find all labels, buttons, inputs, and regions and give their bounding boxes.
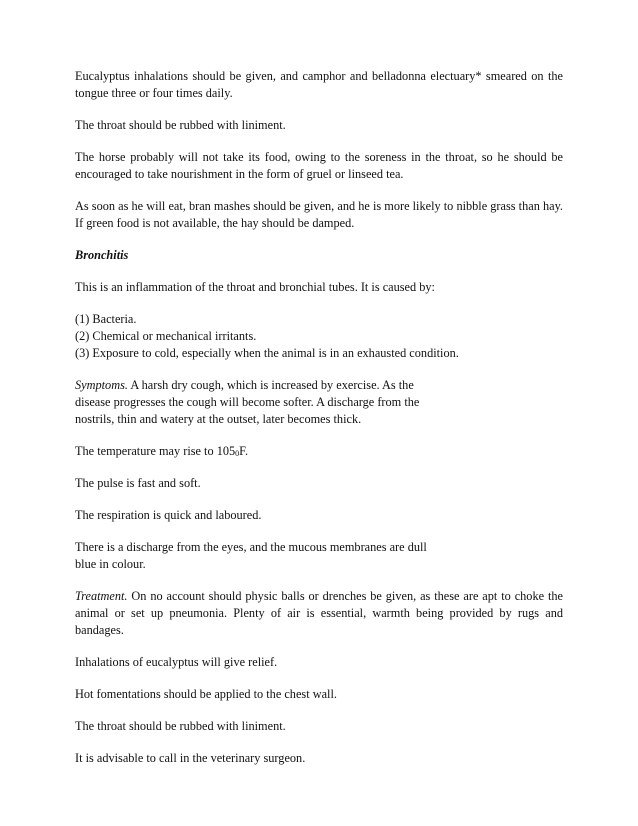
cause-item: (3) Exposure to cold, especially when the animal is in an exhausted condition. bbox=[75, 346, 459, 360]
paragraph-temperature bbox=[75, 443, 563, 460]
paragraph-veterinary: It is advisable to call in the veterinary surgeon. bbox=[75, 751, 306, 765]
paragraph-eucalyptus: Eucalyptus inhalations should be given, and camphor and belladonna electuary* smeared on the tongue three or four times daily. bbox=[75, 69, 563, 100]
paragraph-symptoms bbox=[75, 377, 563, 428]
eyes-line: There is a discharge from the eyes, and the mucous membranes are dull bbox=[75, 540, 427, 554]
paragraph-food: The horse probably will not take its food, owing to the soreness in the throat, so he should be encouraged to take nourishment in the form of gruel or linseed tea. bbox=[75, 150, 563, 181]
paragraph-inhalations: Inhalations of eucalyptus will give relief. bbox=[75, 655, 278, 669]
paragraph-bran-mashes: As soon as he will eat, bran mashes should be given, and he is more likely to nibble grass than hay. If green food is not available, the hay should be damped. bbox=[75, 199, 563, 230]
paragraph-inflammation: This is an inflammation of the throat and bronchial tubes. It is caused by: bbox=[75, 280, 435, 294]
paragraph-liniment: The throat should be rubbed with liniment. bbox=[75, 118, 286, 132]
paragraph-respiration: The respiration is quick and laboured. bbox=[75, 508, 262, 522]
paragraph-eyes bbox=[75, 539, 563, 573]
treatment-text: On no account should physic balls or drenches be given, as these are apt to choke the animal or set up pneumonia. Plenty of air is essential, warmth being provided by rugs and bandages. bbox=[75, 589, 563, 637]
treatment-label: Treatment. bbox=[75, 589, 128, 603]
paragraph-pulse: The pulse is fast and soft. bbox=[75, 476, 201, 490]
temperature-text: The temperature may rise to 105 bbox=[75, 444, 236, 458]
section-heading-bronchitis: Bronchitis bbox=[75, 248, 129, 262]
symptoms-line: disease progresses the cough will become softer. A discharge from the bbox=[75, 395, 420, 409]
symptoms-line bbox=[75, 377, 563, 394]
cause-item: (1) Bacteria. bbox=[75, 312, 137, 326]
paragraph-throat-liniment: The throat should be rubbed with liniment. bbox=[75, 719, 286, 733]
paragraph-fomentations: Hot fomentations should be applied to the chest wall. bbox=[75, 687, 337, 701]
symptoms-text: A harsh dry cough, which is increased by exercise. As the bbox=[127, 378, 414, 392]
cause-item: (2) Chemical or mechanical irritants. bbox=[75, 329, 257, 343]
eyes-line: blue in colour. bbox=[75, 557, 146, 571]
causes-list bbox=[75, 311, 563, 362]
symptoms-line: nostrils, thin and watery at the outset, later becomes thick. bbox=[75, 412, 362, 426]
temperature-degree: 0 bbox=[235, 449, 240, 458]
symptoms-label: Symptoms. bbox=[75, 378, 128, 392]
page-body bbox=[75, 68, 563, 782]
temperature-unit: F. bbox=[239, 444, 249, 458]
paragraph-treatment bbox=[75, 588, 563, 639]
